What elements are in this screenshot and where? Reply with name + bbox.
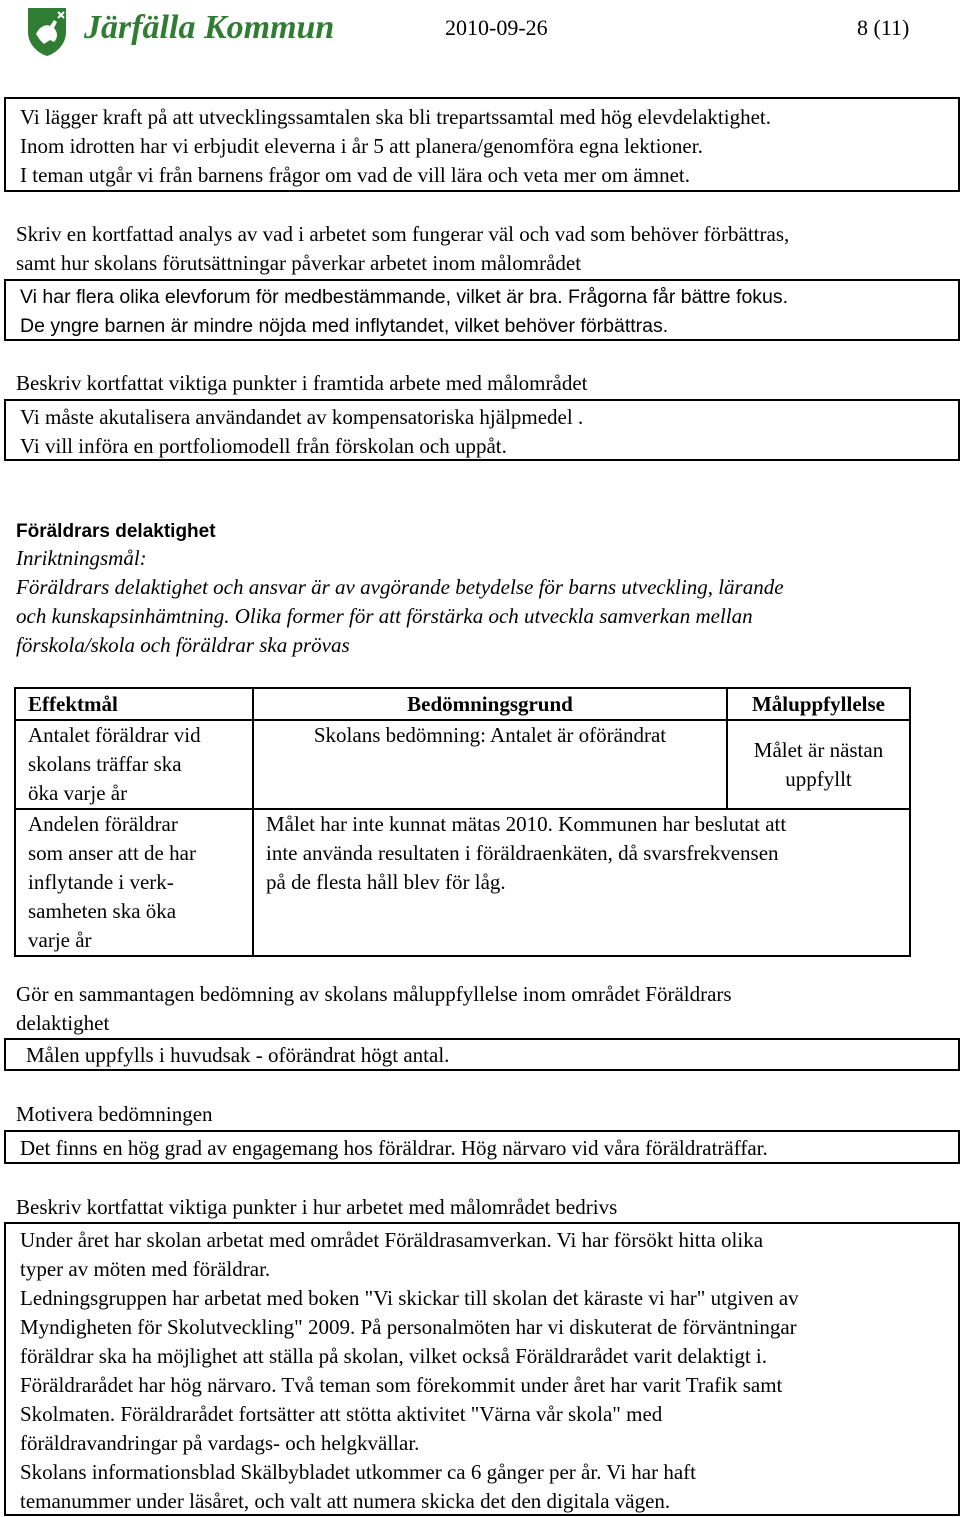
text-line: I teman utgår vi från barnens frågor om vad de vill lära och veta mer om ämnet.: [20, 163, 690, 187]
text-line: Vi vill införa en portfoliomodell från förskolan och uppåt.: [20, 434, 507, 458]
text-line: De yngre barnen är mindre nöjda med inflytandet, vilket behöver förbättras.: [20, 315, 669, 337]
text-line: typer av möten med föräldrar.: [20, 1257, 271, 1281]
text-line: föräldravandringar på vardags- och helgkvällar.: [20, 1431, 420, 1455]
cell-line: inflytande i verk-: [28, 870, 174, 894]
assessment-prompt-line: Gör en sammantagen bedömning av skolans måluppfyllelse inom området Föräldrars: [16, 982, 732, 1006]
work-prompt: Beskriv kortfattat viktiga punkter i hur arbetet med målområdet bedrivs: [16, 1195, 618, 1219]
table-cell-fulfillment: [727, 720, 910, 809]
document-date: 2010-09-26: [445, 15, 548, 40]
text-line: Skolans informationsblad Skälbybladet utkommer ca 6 gånger per år. Vi har haft: [20, 1460, 697, 1484]
text-box-assessment: [4, 1038, 960, 1071]
text-line: föräldrar ska ha möjlighet att ställa på skolan, vilket också Föräldrarådet varit delaktigt i.: [20, 1344, 768, 1368]
logo-text: Järfälla Kommun: [84, 9, 335, 46]
text-box-activities: [4, 97, 960, 192]
goals-table: [14, 687, 911, 957]
analysis-prompt-line: samt hur skolans förutsättningar påverkar arbetet inom målområdet: [16, 251, 582, 275]
cell-line: Andelen föräldrar: [28, 812, 178, 836]
table-cell-goal: [15, 809, 253, 956]
cell-line: som anser att de har: [28, 841, 196, 865]
column-header: Effektmål: [15, 688, 253, 720]
cell-line: samheten ska öka: [28, 899, 177, 923]
table-header-row: [15, 688, 910, 720]
table-row: [15, 720, 910, 809]
future-prompt: Beskriv kortfattat viktiga punkter i framtida arbete med målområdet: [16, 371, 588, 395]
goal-line: förskola/skola och föräldrar ska prövas: [16, 633, 350, 657]
motivation-prompt: Motivera bedömningen: [16, 1102, 213, 1126]
cell-line: uppfyllt: [785, 766, 852, 791]
cell-line: inte använda resultaten i föräldraenkäten, då svarsfrekvensen: [266, 841, 779, 865]
page-number: 8 (11): [857, 15, 910, 40]
text-line: Skolmaten. Föräldrarådet fortsätter att stötta aktivitet "Värna vår skola" med: [20, 1402, 663, 1426]
table-cell-goal: [15, 720, 253, 809]
cell-line: Målet har inte kunnat mätas 2010. Kommunen har beslutat att: [266, 812, 787, 836]
text-box-analysis: [4, 279, 960, 341]
text-box-future: [4, 399, 960, 461]
text-line: Vi lägger kraft på att utvecklingssamtalen ska bli trepartssamtal med hög elevdelaktighet.: [20, 105, 771, 129]
text-line: Vi måste akutalisera användandet av kompensatoriska hjälpmedel .: [20, 405, 584, 429]
table-row: [15, 809, 910, 956]
column-header: Måluppfyllelse: [727, 688, 910, 720]
text-line: temanummer under läsåret, och valt att numera skicka det den digitala vägen.: [20, 1489, 671, 1513]
text-line: Myndigheten för Skolutveckling" 2009. På personalmöten har vi diskuterat de förväntningar: [20, 1315, 797, 1339]
section-title: Föräldrars delaktighet: [16, 521, 216, 542]
text-box-work: [4, 1222, 960, 1516]
cell-line: på de flesta håll blev för låg.: [266, 870, 506, 894]
text-line: Målen uppfylls i huvudsak - oförändrat högt antal.: [26, 1043, 450, 1067]
text-line: Vi har flera olika elevforum för medbestämmande, vilket är bra. Frågorna får bättre fokus.: [20, 286, 789, 308]
assessment-prompt-line: delaktighet: [16, 1011, 110, 1035]
analysis-prompt-line: Skriv en kortfattad analys av vad i arbetet som fungerar väl och vad som behöver förbättras,: [16, 222, 790, 246]
text-line: Inom idrotten har vi erbjudit eleverna i år 5 att planera/genomföra egna lektioner.: [20, 134, 703, 158]
goal-line: och kunskapsinhämtning. Olika former för att förstärka och utveckla samverkan mellan: [16, 604, 753, 628]
text-line: Under året har skolan arbetat med området Föräldrasamverkan. Vi har försökt hitta olika: [20, 1228, 764, 1252]
cell-line: öka varje år: [28, 781, 128, 805]
cell-line: Målet är nästan: [753, 737, 884, 762]
table-cell-basis-merged: [253, 809, 910, 956]
cell-line: varje år: [28, 928, 92, 952]
cell-line: skolans träffar ska: [28, 752, 182, 776]
text-line: Föräldrarådet har hög närvaro. Två teman som förekommit under året har varit Trafik samt: [20, 1373, 783, 1397]
text-line: Ledningsgruppen har arbetat med boken "Vi skickar till skolan det käraste vi har" utgiven av: [20, 1286, 799, 1310]
table-cell-basis: [253, 720, 727, 809]
cell-line: Skolans bedömning: Antalet är oförändrat: [313, 723, 667, 747]
column-header: Bedömningsgrund: [253, 688, 727, 720]
section-subtitle: Inriktningsmål:: [16, 546, 147, 570]
cell-line: Antalet föräldrar vid: [28, 723, 201, 747]
text-line: Det finns en hög grad av engagemang hos föräldrar. Hög närvaro vid våra föräldraträffar.: [20, 1136, 768, 1160]
text-box-motivation: [4, 1130, 960, 1164]
goal-line: Föräldrars delaktighet och ansvar är av avgörande betydelse för barns utveckling, lärande: [16, 575, 784, 599]
